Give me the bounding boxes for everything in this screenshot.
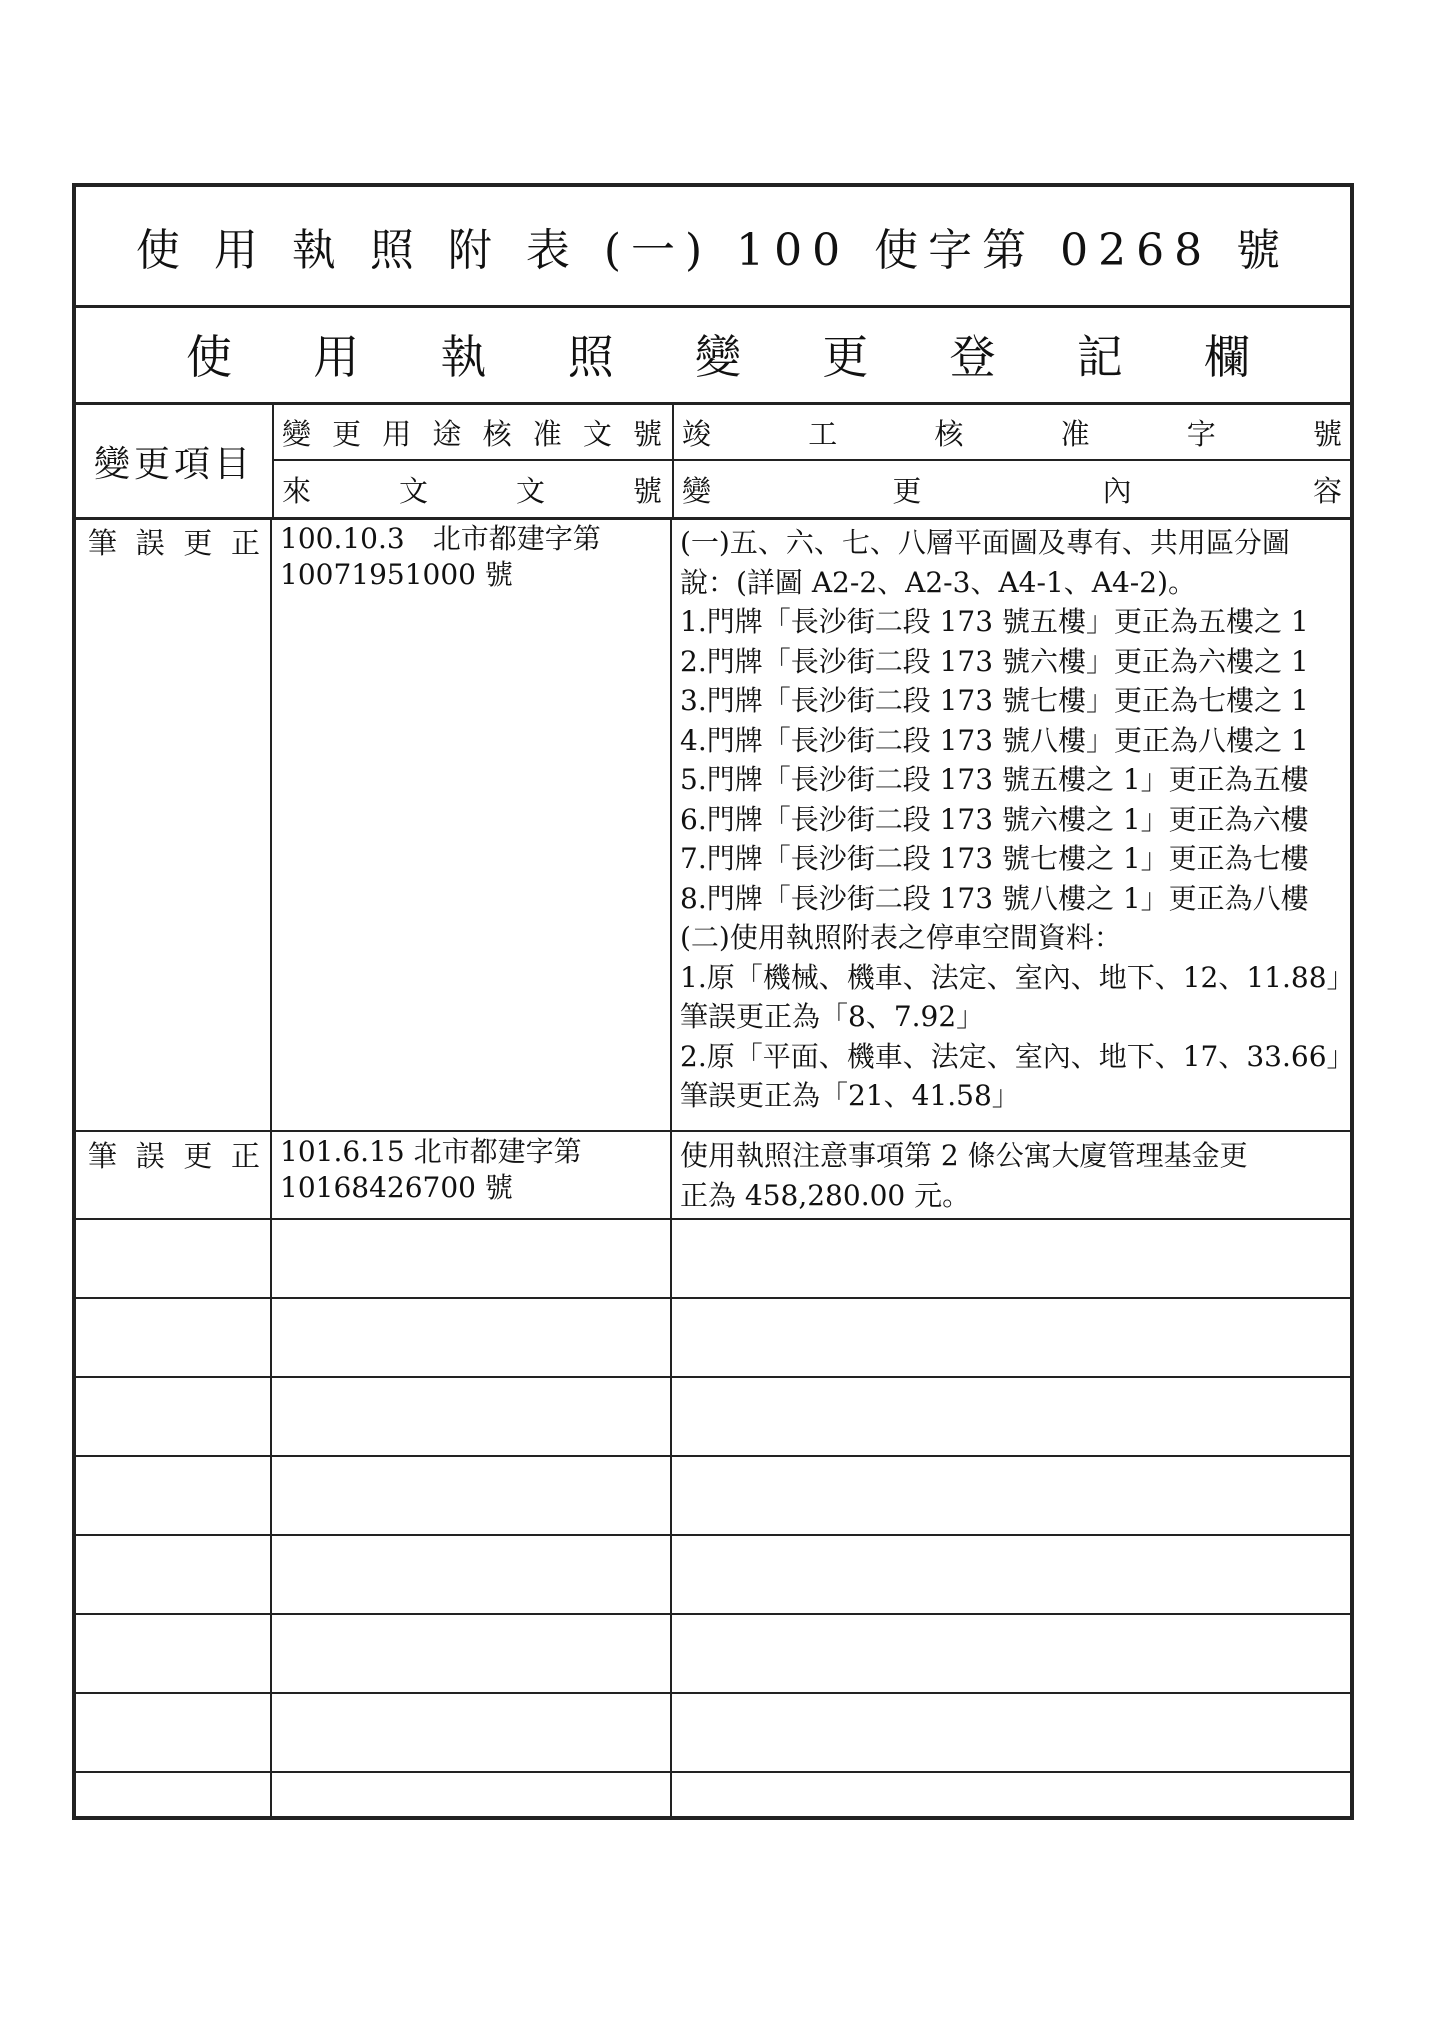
subtitle-char: 執: [440, 329, 487, 384]
subtitle-char: 使: [186, 329, 232, 384]
content-cell: [672, 1130, 1352, 1218]
subtitle-char: 變: [695, 329, 741, 384]
section-title: [76, 305, 1350, 405]
empty-cell: [272, 1376, 672, 1455]
ref-line: 101.6.15 北市都建字第: [280, 1135, 582, 1168]
empty-cell: [76, 1613, 272, 1692]
header-char: 文: [582, 416, 612, 451]
content-line: 8.門牌「長沙街二段 173 號八樓之 1」更正為八樓: [680, 881, 1309, 915]
header-char: 容: [1312, 473, 1342, 508]
header-char: 准: [1060, 416, 1090, 451]
header-char: 號: [632, 473, 662, 508]
empty-cell: [76, 1297, 272, 1376]
empty-cell: [672, 1771, 1352, 1816]
header-char: 核: [482, 416, 512, 451]
empty-cell: [76, 1692, 272, 1771]
empty-row: [76, 1771, 1350, 1816]
subtitle-char: 照: [567, 329, 614, 384]
content-line: 3.門牌「長沙街二段 173 號七樓」更正為七樓之 1: [680, 684, 1309, 717]
header-char: 准: [532, 416, 562, 451]
header-change-content: [672, 461, 1352, 517]
header-char: 文: [515, 473, 545, 508]
content-line: 1.門牌「長沙街二段 173 號五樓」更正為五樓之 1: [680, 605, 1309, 638]
document-title: 使 用 執 照 附 表 (一) 100 使字第 0268 號: [76, 187, 1350, 308]
license-annex-table: [72, 183, 1354, 1820]
content-line: 使用執照注意事項第 2 條公寓大廈管理基金更: [680, 1139, 1248, 1172]
empty-cell: [76, 1455, 272, 1534]
reference-cell: [272, 1130, 672, 1218]
item-char: 正: [230, 526, 260, 560]
empty-cell: [672, 1218, 1352, 1297]
table-row: [76, 517, 1355, 1132]
subtitle-char: 記: [1076, 329, 1123, 384]
empty-row: [76, 1692, 1350, 1773]
header-char: 更: [332, 416, 362, 451]
content-line: 筆誤更正為「8、7.92」: [680, 1000, 985, 1033]
header-completion-and-content: [672, 405, 1352, 520]
item-char: 更: [183, 1139, 213, 1173]
change-item-cell: [76, 1130, 272, 1218]
content-line: (一)五、六、七、八層平面圖及專有、共用區分圖: [680, 526, 1290, 559]
header-char: 工: [808, 416, 838, 451]
header-change-item: 變更項目: [76, 405, 274, 520]
header-char: 內: [1102, 473, 1132, 508]
reference-cell: [272, 517, 672, 1130]
empty-cell: [76, 1771, 272, 1816]
empty-cell: [672, 1297, 1352, 1376]
empty-cell: [272, 1534, 672, 1613]
content-line: 正為 458,280.00 元。: [680, 1178, 971, 1212]
ref-line: 10071951000 號: [280, 558, 513, 591]
empty-cell: [672, 1376, 1352, 1455]
ref-line: 100.10.3 北市都建字第: [280, 522, 601, 555]
header-char: 文: [398, 473, 428, 508]
empty-row: [76, 1297, 1350, 1378]
subtitle-char: 登: [949, 329, 996, 384]
content-line: 2.原「平面、機車、法定、室內、地下、17、33.66」: [680, 1039, 1355, 1073]
header-char: 途: [432, 416, 462, 451]
empty-cell: [672, 1692, 1352, 1771]
header-char: 核: [934, 416, 964, 451]
item-char: 筆: [88, 526, 118, 560]
empty-row: [76, 1376, 1350, 1457]
empty-cell: [76, 1218, 272, 1297]
header-char: 變: [682, 473, 712, 508]
empty-cell: [272, 1613, 672, 1692]
header-char: 竣: [682, 416, 712, 451]
header-char: 來: [282, 473, 312, 508]
content-line: 筆誤更正為「21、41.58」: [680, 1079, 1020, 1112]
subtitle-char: 欄: [1204, 329, 1250, 384]
content-cell: [672, 517, 1355, 1130]
header-char: 號: [632, 416, 662, 451]
item-char: 誤: [135, 526, 165, 560]
empty-row: [76, 1455, 1350, 1536]
empty-cell: [272, 1771, 672, 1816]
content-line: 1.原「機械、機車、法定、室內、地下、12、11.88」: [680, 960, 1355, 994]
empty-cell: [272, 1692, 672, 1771]
empty-cell: [272, 1218, 672, 1297]
item-char: 更: [183, 526, 213, 560]
content-line: (二)使用執照附表之停車空間資料：: [680, 921, 1122, 954]
content-line: 4.門牌「長沙街二段 173 號八樓」更正為八樓之 1: [680, 723, 1309, 757]
empty-row: [76, 1613, 1350, 1694]
content-line: 6.門牌「長沙街二段 173 號六樓之 1」更正為六樓: [680, 802, 1309, 836]
subtitle-char: 用: [313, 329, 360, 384]
empty-row: [76, 1534, 1350, 1615]
header-doc-numbers: [272, 405, 674, 520]
content-line: 5.門牌「長沙街二段 173 號五樓之 1」更正為五樓: [680, 763, 1309, 796]
header-char: 用: [382, 416, 412, 451]
header-char: 更: [892, 473, 922, 508]
header-completion-no: [672, 405, 1352, 461]
ref-line: 10168426700 號: [280, 1171, 513, 1204]
change-item-cell: [76, 517, 272, 1130]
empty-cell: [672, 1455, 1352, 1534]
table-row: [76, 1130, 1350, 1220]
empty-row: [76, 1218, 1350, 1299]
item-char: 正: [230, 1139, 260, 1173]
content-line: 2.門牌「長沙街二段 173 號六樓」更正為六樓之 1: [680, 644, 1309, 678]
item-char: 筆: [88, 1139, 118, 1173]
empty-cell: [672, 1613, 1352, 1692]
empty-cell: [76, 1534, 272, 1613]
empty-cell: [672, 1534, 1352, 1613]
item-char: 誤: [135, 1139, 165, 1173]
header-char: 號: [1312, 416, 1342, 451]
empty-cell: [272, 1297, 672, 1376]
content-line: 說：(詳圖 A2-2、A2-3、A4-1、A4-2)。: [680, 565, 1196, 599]
header-incoming-doc: [272, 461, 672, 517]
header-char: 變: [282, 416, 312, 451]
header-approval-doc: [272, 405, 672, 461]
content-line: 7.門牌「長沙街二段 173 號七樓之 1」更正為七樓: [680, 842, 1309, 875]
subtitle-char: 更: [822, 329, 869, 384]
empty-cell: [76, 1376, 272, 1455]
empty-cell: [272, 1455, 672, 1534]
header-char: 字: [1186, 416, 1216, 451]
